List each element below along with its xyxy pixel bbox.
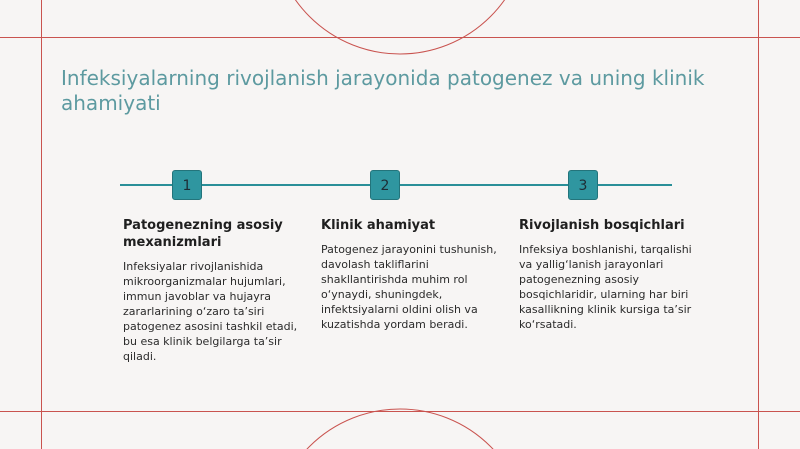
step-1-badge: 1 [172, 170, 202, 200]
step-3-description: Infeksiya boshlanishi, tarqalishi va yallig‘lanish jarayonlari patogenezning asosiy bosqichlaridir, ularning har biri kasallikning klinik kursiga ta’sir ko‘rsatadi. [519, 243, 692, 331]
step-3 [519, 217, 697, 332]
step-2-description: Patogenez jarayonini tushunish, davolash takliflarini shakllantirishda muhim rol o‘ynaydi, shuningdek, infektsiyalarni oldini olish va kuzatishda yordam beradi. [321, 243, 497, 331]
step-1-description: Infeksiyalar rivojlanishida mikroorganizmalar hujumlari, immun javoblar va hujayra zararlarining o‘zaro ta’siri patogenez asosini tashkil etadi, bu esa klinik belgilarga ta’sir qiladi. [123, 260, 298, 363]
step-2 [321, 217, 499, 332]
slide-title: Infeksiyalarning rivojlanish jarayonida patogenez va uning klinik ahamiyati [61, 66, 705, 115]
step-3-badge: 3 [568, 170, 598, 200]
bottom-arc [272, 409, 528, 449]
top-arc [272, 0, 528, 54]
step-1-title: Patogenezning asosiy mexanizmlari [123, 218, 283, 250]
step-1 [123, 217, 301, 364]
step-2-title: Klinik ahamiyat [321, 218, 436, 233]
step-3-title: Rivojlanish bosqichlari [519, 218, 685, 233]
step-2-badge: 2 [370, 170, 400, 200]
